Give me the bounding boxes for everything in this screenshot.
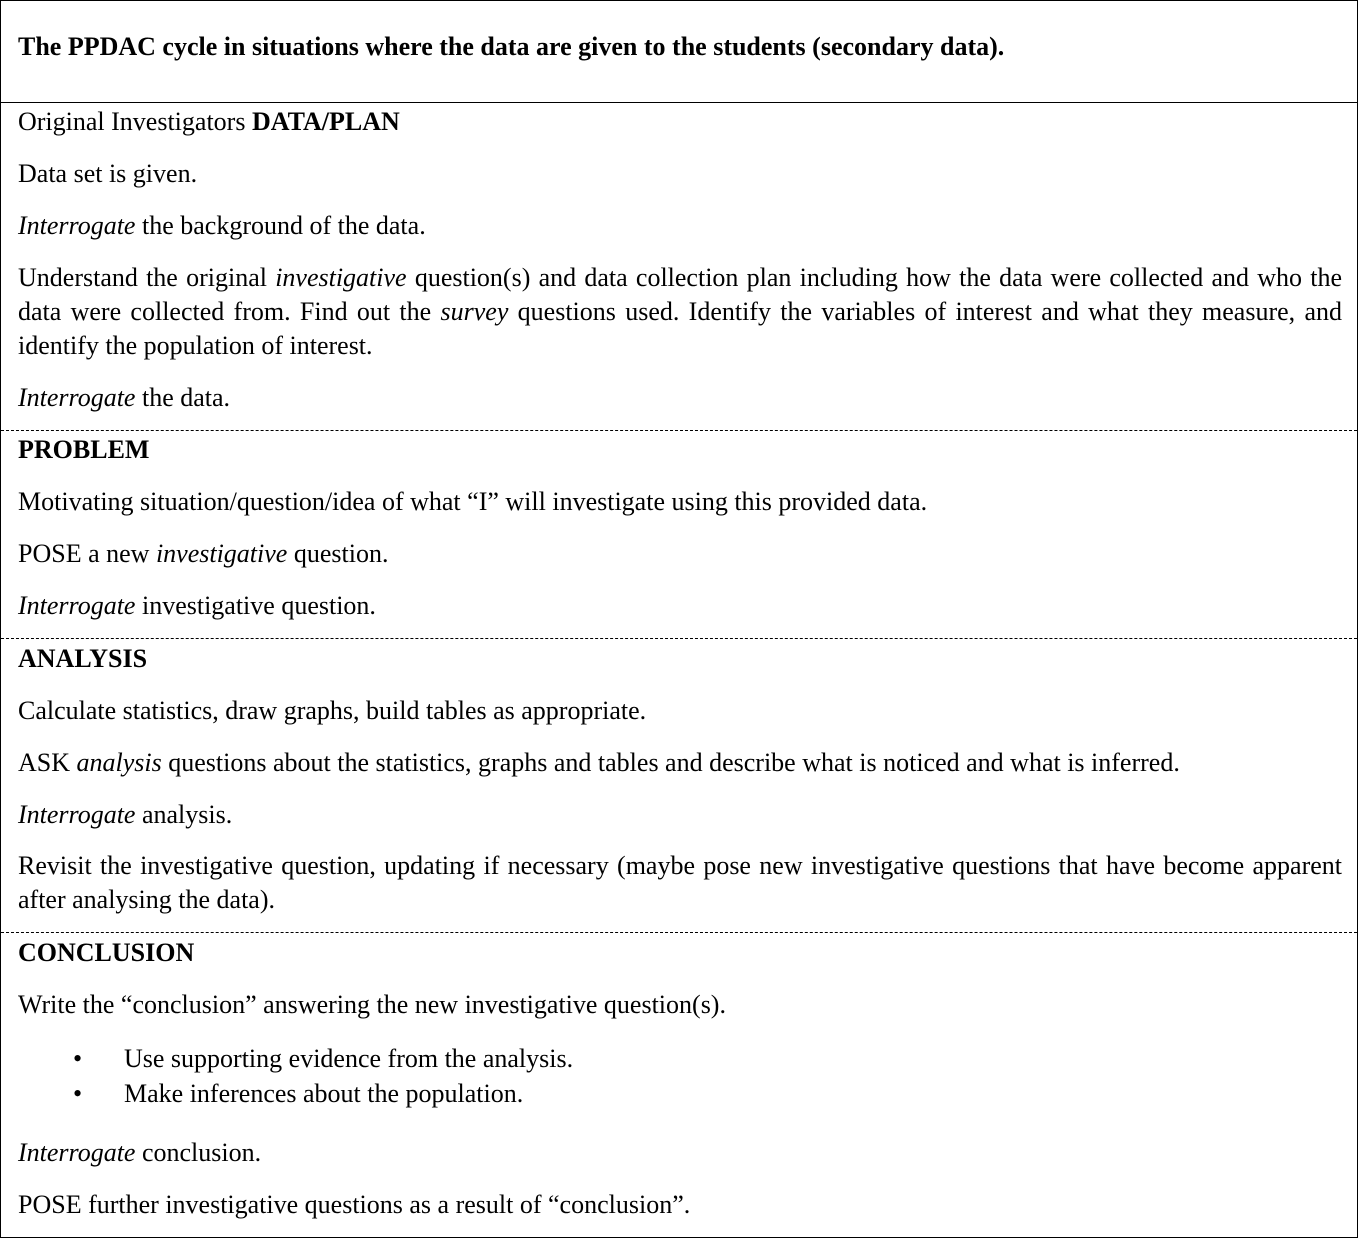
analysis-heading: ANALYSIS [18,644,148,673]
conclusion-heading: CONCLUSION [18,938,195,967]
data-plan-line-given: Data set is given. [18,159,198,188]
conclusion-line-pose-further: POSE further investigative questions as a result of “conclusion”. [18,1190,691,1219]
problem-heading: PROBLEM [18,435,150,464]
data-plan-heading [18,105,400,139]
title-row [1,1,1357,103]
analysis-line-ask-italic: analysis [76,748,162,777]
data-plan-line-background [18,209,426,243]
analysis-line-ask [18,746,1180,780]
interrogate-italic: Interrogate [18,800,136,829]
data-plan-para-part1: Understand the original [18,263,267,292]
problem-line-pose-pre: POSE a new [18,539,150,568]
problem-line-motivating: Motivating situation/question/idea of what “I” will investigate using this provided data. [18,487,928,516]
section-divider [1,430,1357,431]
analysis-line-interrogate-rest: analysis. [141,800,233,829]
analysis-paragraph-revisit: Revisit the investigative question, updating if necessary (maybe pose new investigative questions that have become apparent after analysing the data). [18,851,1342,914]
data-plan-para-italic1: investigative [275,263,407,292]
conclusion-bullet: Make inferences about the population. [124,1079,524,1108]
conclusion-line-interrogate-rest: conclusion. [141,1138,262,1167]
section-divider [1,932,1357,933]
conclusion-line-interrogate [18,1136,261,1170]
data-plan-paragraph [18,261,1342,363]
data-plan-line-background-rest: the background of the data. [141,211,426,240]
data-plan-heading-prefix: Original Investigators [18,107,246,136]
bullet-icon: • [73,1079,83,1108]
interrogate-italic: Interrogate [18,383,136,412]
analysis-line-calculate: Calculate statistics, draw graphs, build tables as appropriate. [18,696,647,725]
analysis-line-ask-pre: ASK [18,748,71,777]
problem-line-pose-post: question. [293,539,389,568]
data-plan-para-italic2: survey [440,297,509,326]
conclusion-line-write: Write the “conclusion” answering the new investigative question(s). [18,990,726,1019]
problem-line-interrogate-rest: investigative question. [141,591,376,620]
problem-line-interrogate [18,589,376,623]
data-plan-line-interrogate-rest: the data. [141,383,231,412]
problem-line-pose-italic: investigative [155,539,288,568]
conclusion-bullet: Use supporting evidence from the analysis. [124,1044,574,1073]
interrogate-italic: Interrogate [18,211,136,240]
interrogate-italic: Interrogate [18,591,136,620]
data-plan-heading-bold: DATA/PLAN [251,107,400,136]
analysis-line-interrogate [18,798,232,832]
data-plan-para-part2: question(s) and data collection plan including how the data were collected and who the data were collected from. Find out the [18,263,1342,326]
data-plan-para-part3: questions used. Identify the variables of interest and what they measure, and identify the population of interest. [18,297,1343,360]
section-divider [1,638,1357,639]
bullet-icon: • [73,1044,83,1073]
interrogate-italic: Interrogate [18,1138,136,1167]
data-plan-line-interrogate [18,381,230,415]
table-title: The PPDAC cycle in situations where the data are given to the students (secondary data). [18,32,1005,61]
problem-line-pose [18,537,388,571]
analysis-line-ask-post: questions about the statistics, graphs and tables and describe what is noticed and what is inferred. [168,748,1180,777]
